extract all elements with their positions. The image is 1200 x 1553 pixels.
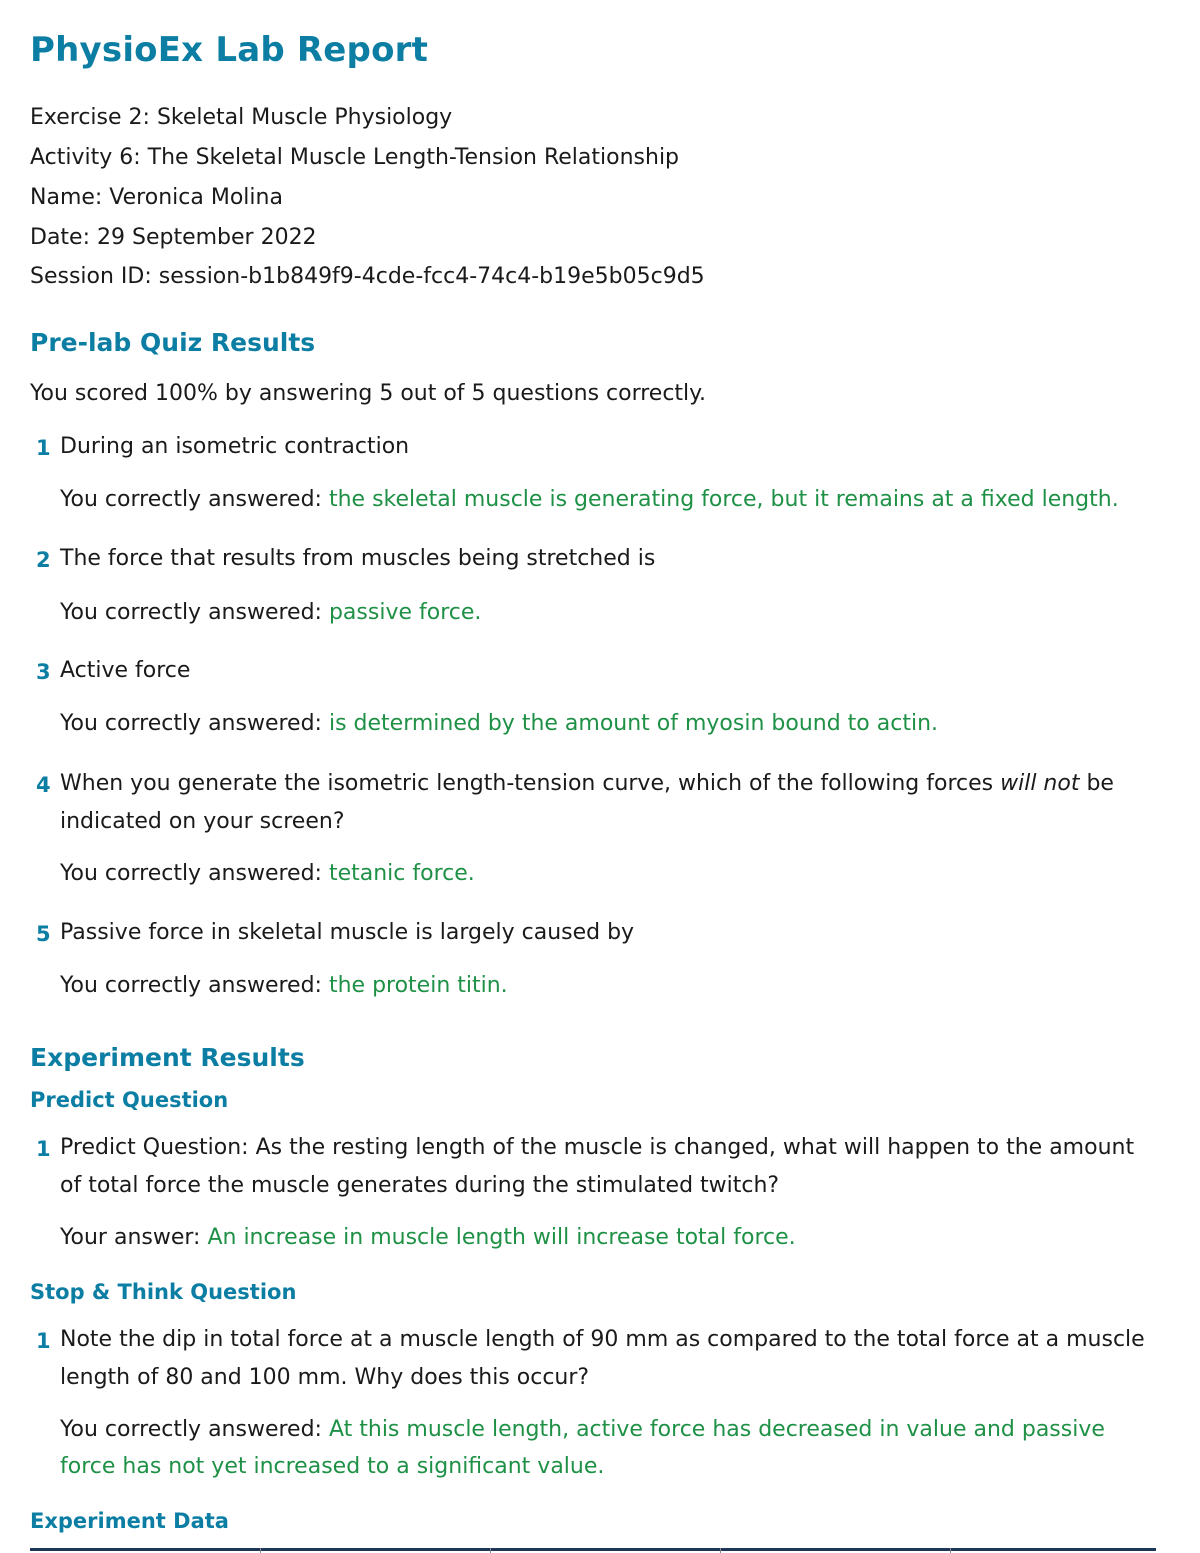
question-number: 1 [36,1329,51,1353]
question-answer [60,855,1160,892]
question-text-part: When you generate the isometric length-tension curve, which of the following forces [60,771,1001,796]
table-column-divider [260,1548,261,1553]
question-number: 1 [36,1137,51,1161]
answer-prefix: You correctly answered: [60,487,322,512]
answer-text: the skeletal muscle is generating force, but it remains at a fixed length. [328,487,1119,512]
question-text [60,765,1160,841]
question-number: 1 [36,436,51,460]
prelab-score: You scored 100% by answering 5 out of 5 questions correctly. [30,381,707,406]
question-text: Passive force in skeletal muscle is largely caused by [60,920,635,945]
question-number: 4 [36,773,51,797]
table-column-divider [950,1548,951,1553]
predict-question-text: Predict Question: As the resting length of the muscle is changed, what will happen to the amount of total force the muscle generates during the stimulated twitch? [60,1135,1135,1198]
answer-prefix: You correctly answered: [60,1417,322,1442]
table-column-divider [720,1548,721,1553]
question-answer [60,967,1160,1004]
predict-answer [60,1219,1160,1256]
question-text: During an isometric contraction [60,434,410,459]
stop-think-answer [60,1411,1160,1485]
answer-text: the protein titin. [328,973,508,998]
session-id-line: Session ID: session-b1b849f9-4cde-fcc4-74c4-b19e5b05c9d5 [30,264,705,289]
prelab-heading: Pre-lab Quiz Results [30,328,316,357]
answer-text: At this muscle length, active force has decreased in value and passive force has not yet increased to a significant value. [60,1417,1105,1479]
answer-prefix: You correctly answered: [60,600,322,625]
answer-prefix: You correctly answered: [60,973,322,998]
name-line: Name: Veronica Molina [30,185,283,210]
answer-prefix: Your answer: [60,1225,201,1250]
answer-text: is determined by the amount of myosin bound to actin. [328,711,939,736]
question-text-part: be indicated on your screen? [60,771,1114,834]
question-text-emphasis: will not [1000,771,1080,796]
date-line: Date: 29 September 2022 [30,225,317,250]
answer-text: An increase in muscle length will increase total force. [207,1225,796,1250]
experiment-data-heading: Experiment Data [30,1509,229,1533]
question-text: Active force [60,658,191,683]
experiment-results-heading: Experiment Results [30,1043,305,1072]
stop-think-heading: Stop & Think Question [30,1280,297,1304]
answer-text: passive force. [328,600,482,625]
answer-prefix: You correctly answered: [60,861,322,886]
question-answer [60,705,1160,742]
answer-prefix: You correctly answered: [60,711,322,736]
question-number: 2 [36,548,51,572]
predict-question-heading: Predict Question [30,1088,229,1112]
table-column-divider [490,1548,491,1553]
question-answer [60,594,1160,631]
answer-text: tetanic force. [328,861,475,886]
exercise-line: Exercise 2: Skeletal Muscle Physiology [30,105,453,130]
activity-line: Activity 6: The Skeletal Muscle Length-Tension Relationship [30,145,680,170]
question-number: 3 [36,660,51,684]
stop-think-question-text: Note the dip in total force at a muscle length of 90 mm as compared to the total force at a muscle length of 80 and 100 mm. Why does this occur? [60,1327,1145,1390]
question-text: The force that results from muscles being stretched is [60,546,656,571]
question-answer [60,481,1160,518]
experiment-data-table-top-rule [30,1548,1156,1551]
report-title: PhysioEx Lab Report [30,30,429,70]
question-number: 5 [36,922,51,946]
